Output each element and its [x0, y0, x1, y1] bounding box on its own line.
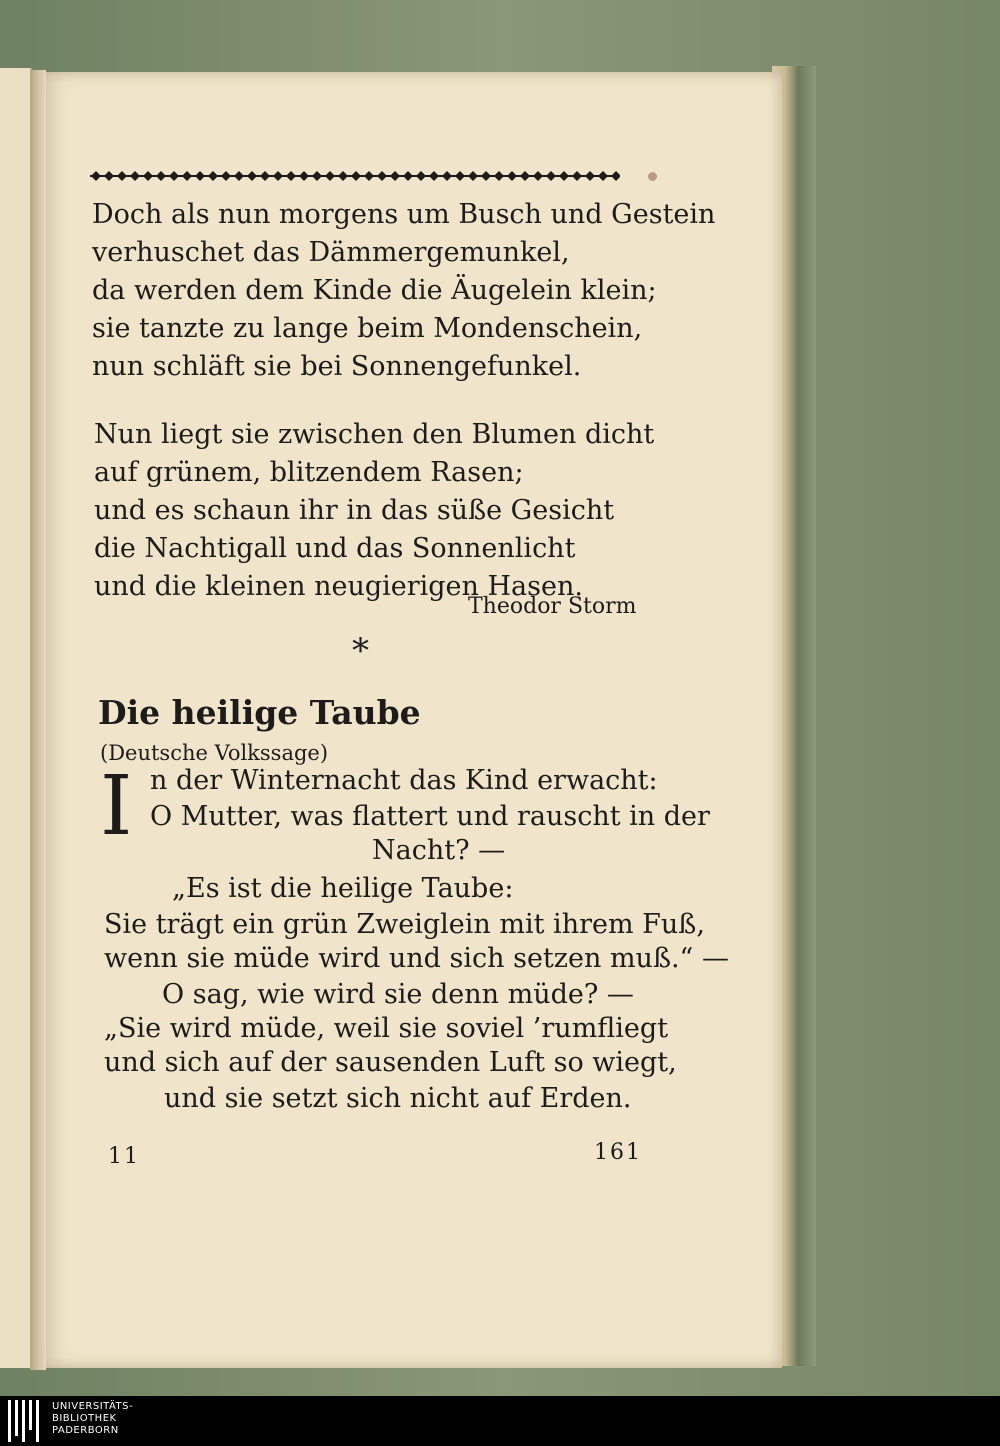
ornament-diamond — [351, 171, 361, 181]
ornament-diamond — [429, 171, 439, 181]
ornament-diamond — [221, 171, 231, 181]
book-gutter — [30, 70, 46, 1370]
ornament-diamond — [91, 171, 101, 181]
ornament-diamond — [455, 171, 465, 181]
ornament-diamond — [598, 171, 608, 181]
ornament-diamond — [208, 171, 218, 181]
stanza1-line-2: verhuschet das Dämmergemunkel, — [92, 237, 570, 268]
stanza2-line-5: und die kleinen neugierigen Hasen. — [94, 571, 583, 602]
ornament-diamond — [377, 171, 387, 181]
ink-smudge — [648, 172, 657, 181]
ornament-diamond — [494, 171, 504, 181]
library-footer — [0, 1396, 1000, 1446]
poem2-line-8: „Sie wird müde, weil sie soviel ’rumfliegt — [104, 1013, 669, 1044]
poem2-line-10: und sie setzt sich nicht auf Erden. — [164, 1083, 632, 1114]
poem2-line-2: O Mutter, was flattert und rauscht in der — [150, 801, 710, 832]
ornament-diamond — [117, 171, 127, 181]
ornament-diamond — [260, 171, 270, 181]
ornament-diamond — [273, 171, 283, 181]
section-separator: * — [352, 631, 369, 671]
ornament-diamond — [416, 171, 426, 181]
ornament-diamond — [169, 171, 179, 181]
ornament-diamond — [130, 171, 140, 181]
ornament-diamond — [338, 171, 348, 181]
library-name — [52, 1401, 133, 1437]
ornament-diamond — [364, 171, 374, 181]
stanza2-line-3: und es schaun ihr in das süße Gesicht — [94, 495, 615, 526]
ornament-diamond — [481, 171, 491, 181]
ornament-diamond — [572, 171, 582, 181]
stanza2-line-1: Nun liegt sie zwischen den Blumen dicht — [94, 419, 655, 450]
ornament-diamond — [104, 171, 114, 181]
poem2-line-1: n der Winternacht das Kind erwacht: — [150, 765, 658, 796]
page-number: 161 — [594, 1140, 642, 1165]
poem2-line-6: wenn sie müde wird und sich setzen muß.“ — — [104, 943, 729, 974]
stanza2-line-4: die Nachtigall und das Sonnenlicht — [94, 533, 576, 564]
library-name-line-2: BIBLIOTHEK — [52, 1413, 117, 1424]
stanza1-line-4: sie tanzte zu lange beim Mondenschein, — [92, 313, 643, 344]
ornament-diamond — [507, 171, 517, 181]
library-logo-icon — [8, 1400, 46, 1442]
ornament-diamond — [442, 171, 452, 181]
author-attribution: Theodor Storm — [468, 594, 637, 619]
poem2-line-9: und sich auf der sausenden Luft so wiegt, — [104, 1047, 677, 1078]
stanza1-line-5: nun schläft sie bei Sonnengefunkel. — [92, 351, 582, 382]
ornament-diamond — [182, 171, 192, 181]
ornament-diamond — [312, 171, 322, 181]
poem2-line-4: „Es ist die heilige Taube: — [172, 873, 514, 904]
stanza1-line-3: da werden dem Kinde die Äugelein klein; — [92, 275, 657, 306]
ornament-diamond — [559, 171, 569, 181]
ornament-diamond — [533, 171, 543, 181]
ornament-rule — [90, 168, 620, 184]
ornament-diamond — [299, 171, 309, 181]
ornament-diamond — [585, 171, 595, 181]
ornament-diamond — [611, 171, 620, 181]
signature-mark: 11 — [108, 1144, 140, 1169]
ornament-diamond — [403, 171, 413, 181]
ornament-diamond — [520, 171, 530, 181]
ornament-diamond — [546, 171, 556, 181]
ornament-diamond — [390, 171, 400, 181]
ornament-diamond — [156, 171, 166, 181]
ornament-diamond — [234, 171, 244, 181]
stanza1-line-1: Doch als nun morgens um Busch und Gestein — [92, 199, 716, 230]
poem2-line-3: Nacht? — — [372, 835, 506, 866]
poem2-line-5: Sie trägt ein grün Zweiglein mit ihrem Fuß, — [104, 909, 705, 940]
drop-cap: I — [100, 759, 133, 854]
poem2-line-7: O sag, wie wird sie denn müde? — — [162, 979, 634, 1010]
ornament-diamond — [247, 171, 257, 181]
ornament-diamond — [468, 171, 478, 181]
poem-subtitle: (Deutsche Volkssage) — [100, 741, 329, 765]
ornament-diamond — [195, 171, 205, 181]
library-name-line-3: PADERBORN — [52, 1425, 119, 1436]
ornament-diamond — [325, 171, 335, 181]
ornament-diamond — [143, 171, 153, 181]
left-page-edge — [0, 68, 32, 1368]
poem-title: Die heilige Taube — [98, 693, 421, 732]
stanza2-line-2: auf grünem, blitzendem Rasen; — [94, 457, 524, 488]
library-name-line-1: UNIVERSITÄTS- — [52, 1401, 134, 1412]
ornament-diamond — [286, 171, 296, 181]
